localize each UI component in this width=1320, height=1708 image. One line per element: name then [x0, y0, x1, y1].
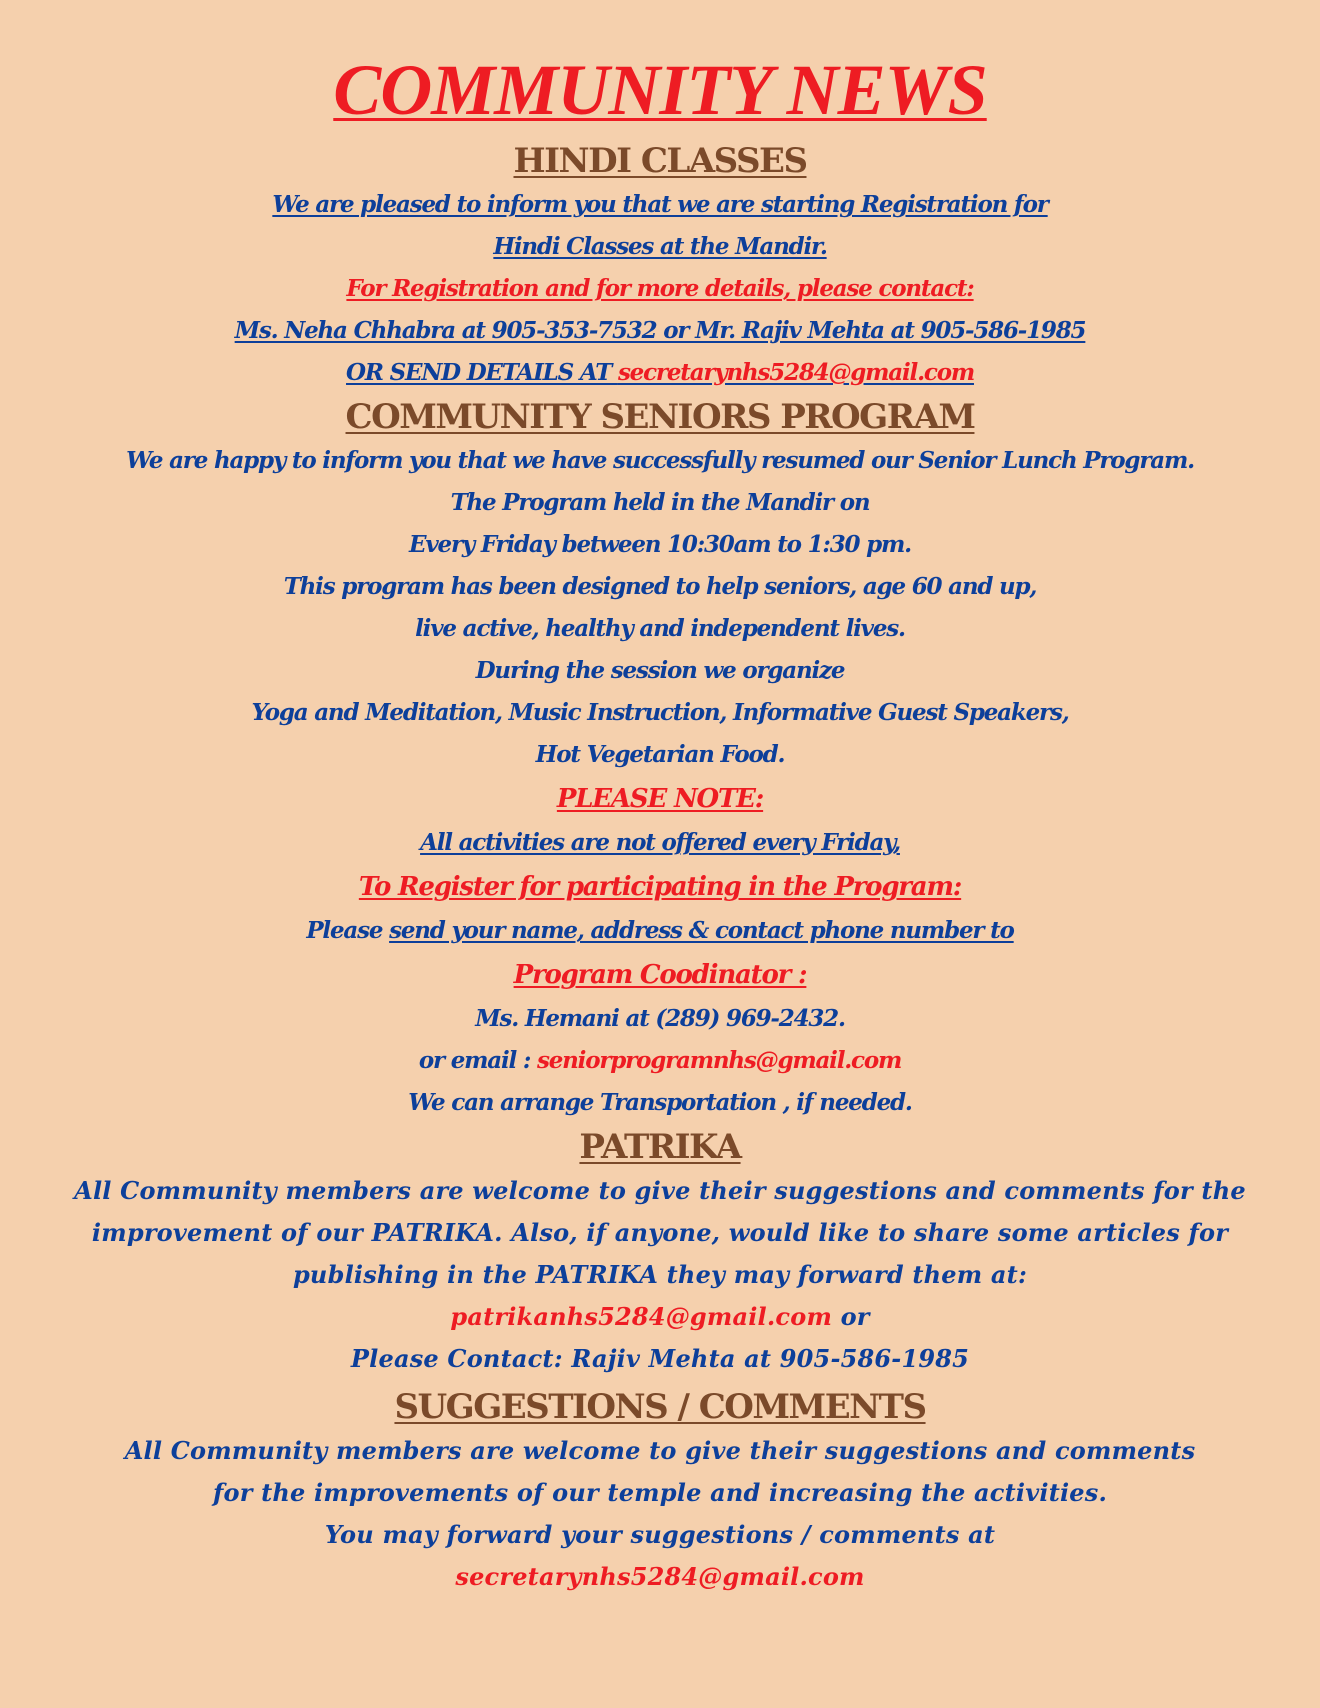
hindi-classes-section [0, 138, 1320, 394]
register-prefix: Please [306, 917, 390, 944]
coordinator-email-link[interactable]: seniorprogramnhs@gmail.com [536, 1047, 902, 1074]
hindi-classes-contact-heading: For Registration and for more details, please contact: [346, 275, 974, 302]
please-note-text: All activities are not offered every Friday, [420, 829, 900, 856]
patrika-line-3: publishing in the PATRIKA they may forward them at: [292, 1260, 1028, 1289]
seniors-heading: COMMUNITY SENIORS PROGRAM [345, 397, 975, 437]
suggestions-email-link[interactable]: secretarynhs5284@gmail.com [455, 1562, 865, 1591]
register-text: send your name, address & contact phone number to [389, 917, 1014, 944]
seniors-line: Hot Vegetarian Food. [535, 741, 785, 768]
suggestions-heading: SUGGESTIONS / COMMENTS [394, 1387, 926, 1427]
seniors-line: The Program held in the Mandir on [450, 489, 870, 516]
patrika-email-link[interactable]: patrikanhs5284@gmail.com [450, 1302, 833, 1331]
suggestions-section [0, 1384, 1320, 1598]
coordinator-email-line [0, 1040, 1320, 1082]
patrika-section [0, 1124, 1320, 1380]
please-note-heading: PLEASE NOTE: [556, 784, 764, 814]
suggestions-line-3: You may forward your suggestions / comments at [324, 1520, 996, 1549]
patrika-email-line [0, 1296, 1320, 1338]
hindi-classes-send-details [0, 352, 1320, 394]
transport-note: We can arrange Transportation , if needed. [408, 1089, 912, 1116]
seniors-section [0, 394, 1320, 1124]
patrika-heading: PATRIKA [579, 1127, 741, 1167]
patrika-line-2: improvement of our PATRIKA. Also, if anyone, would like to share some articles for [91, 1218, 1229, 1247]
seniors-line: live active, healthy and independent lives. [415, 615, 905, 642]
patrika-email-suffix: or [832, 1302, 870, 1331]
hindi-classes-contacts: Ms. Neha Chhabra at 905-353-7532 or Mr. Rajiv Mehta at 905-586-1985 [234, 317, 1086, 344]
seniors-line: Every Friday between 10:30am to 1:30 pm. [409, 531, 911, 558]
patrika-line-1: All Community members are welcome to give their suggestions and comments for the [74, 1176, 1246, 1205]
hindi-classes-line-1: We are pleased to inform you that we are starting Registration for [272, 191, 1048, 218]
coordinator-contact: Ms. Hemani at (289) 969-2432. [475, 1005, 845, 1032]
seniors-line: This program has been designed to help seniors, age 60 and up, [283, 573, 1037, 600]
register-instructions [0, 910, 1320, 952]
patrika-contact: Please Contact: Rajiv Mehta at 905-586-1985 [350, 1344, 970, 1373]
register-heading: To Register for participating in the Program: [358, 872, 962, 902]
coordinator-email-prefix: or email : [418, 1047, 537, 1074]
seniors-line: During the session we organize [475, 657, 845, 684]
suggestions-line-1: All Community members are welcome to give their suggestions and comments [124, 1436, 1196, 1465]
hindi-classes-line-2: Hindi Classes at the Mandir. [493, 233, 827, 260]
coordinator-heading: Program Coodinator : [513, 960, 807, 990]
page-title: COMMUNITY NEWS [333, 50, 987, 130]
send-details-label: OR SEND DETAILS AT [346, 359, 618, 386]
hindi-classes-heading: HINDI CLASSES [513, 141, 807, 181]
seniors-line: Yoga and Meditation, Music Instruction, Informative Guest Speakers, [251, 699, 1069, 726]
seniors-line: We are happy to inform you that we have successfully resumed our Senior Lunch Program. [126, 447, 1194, 474]
suggestions-line-2: for the improvements of our temple and increasing the activities. [212, 1478, 1108, 1507]
send-details-email-link[interactable]: secretarynhs5284@gmail.com [617, 359, 974, 386]
